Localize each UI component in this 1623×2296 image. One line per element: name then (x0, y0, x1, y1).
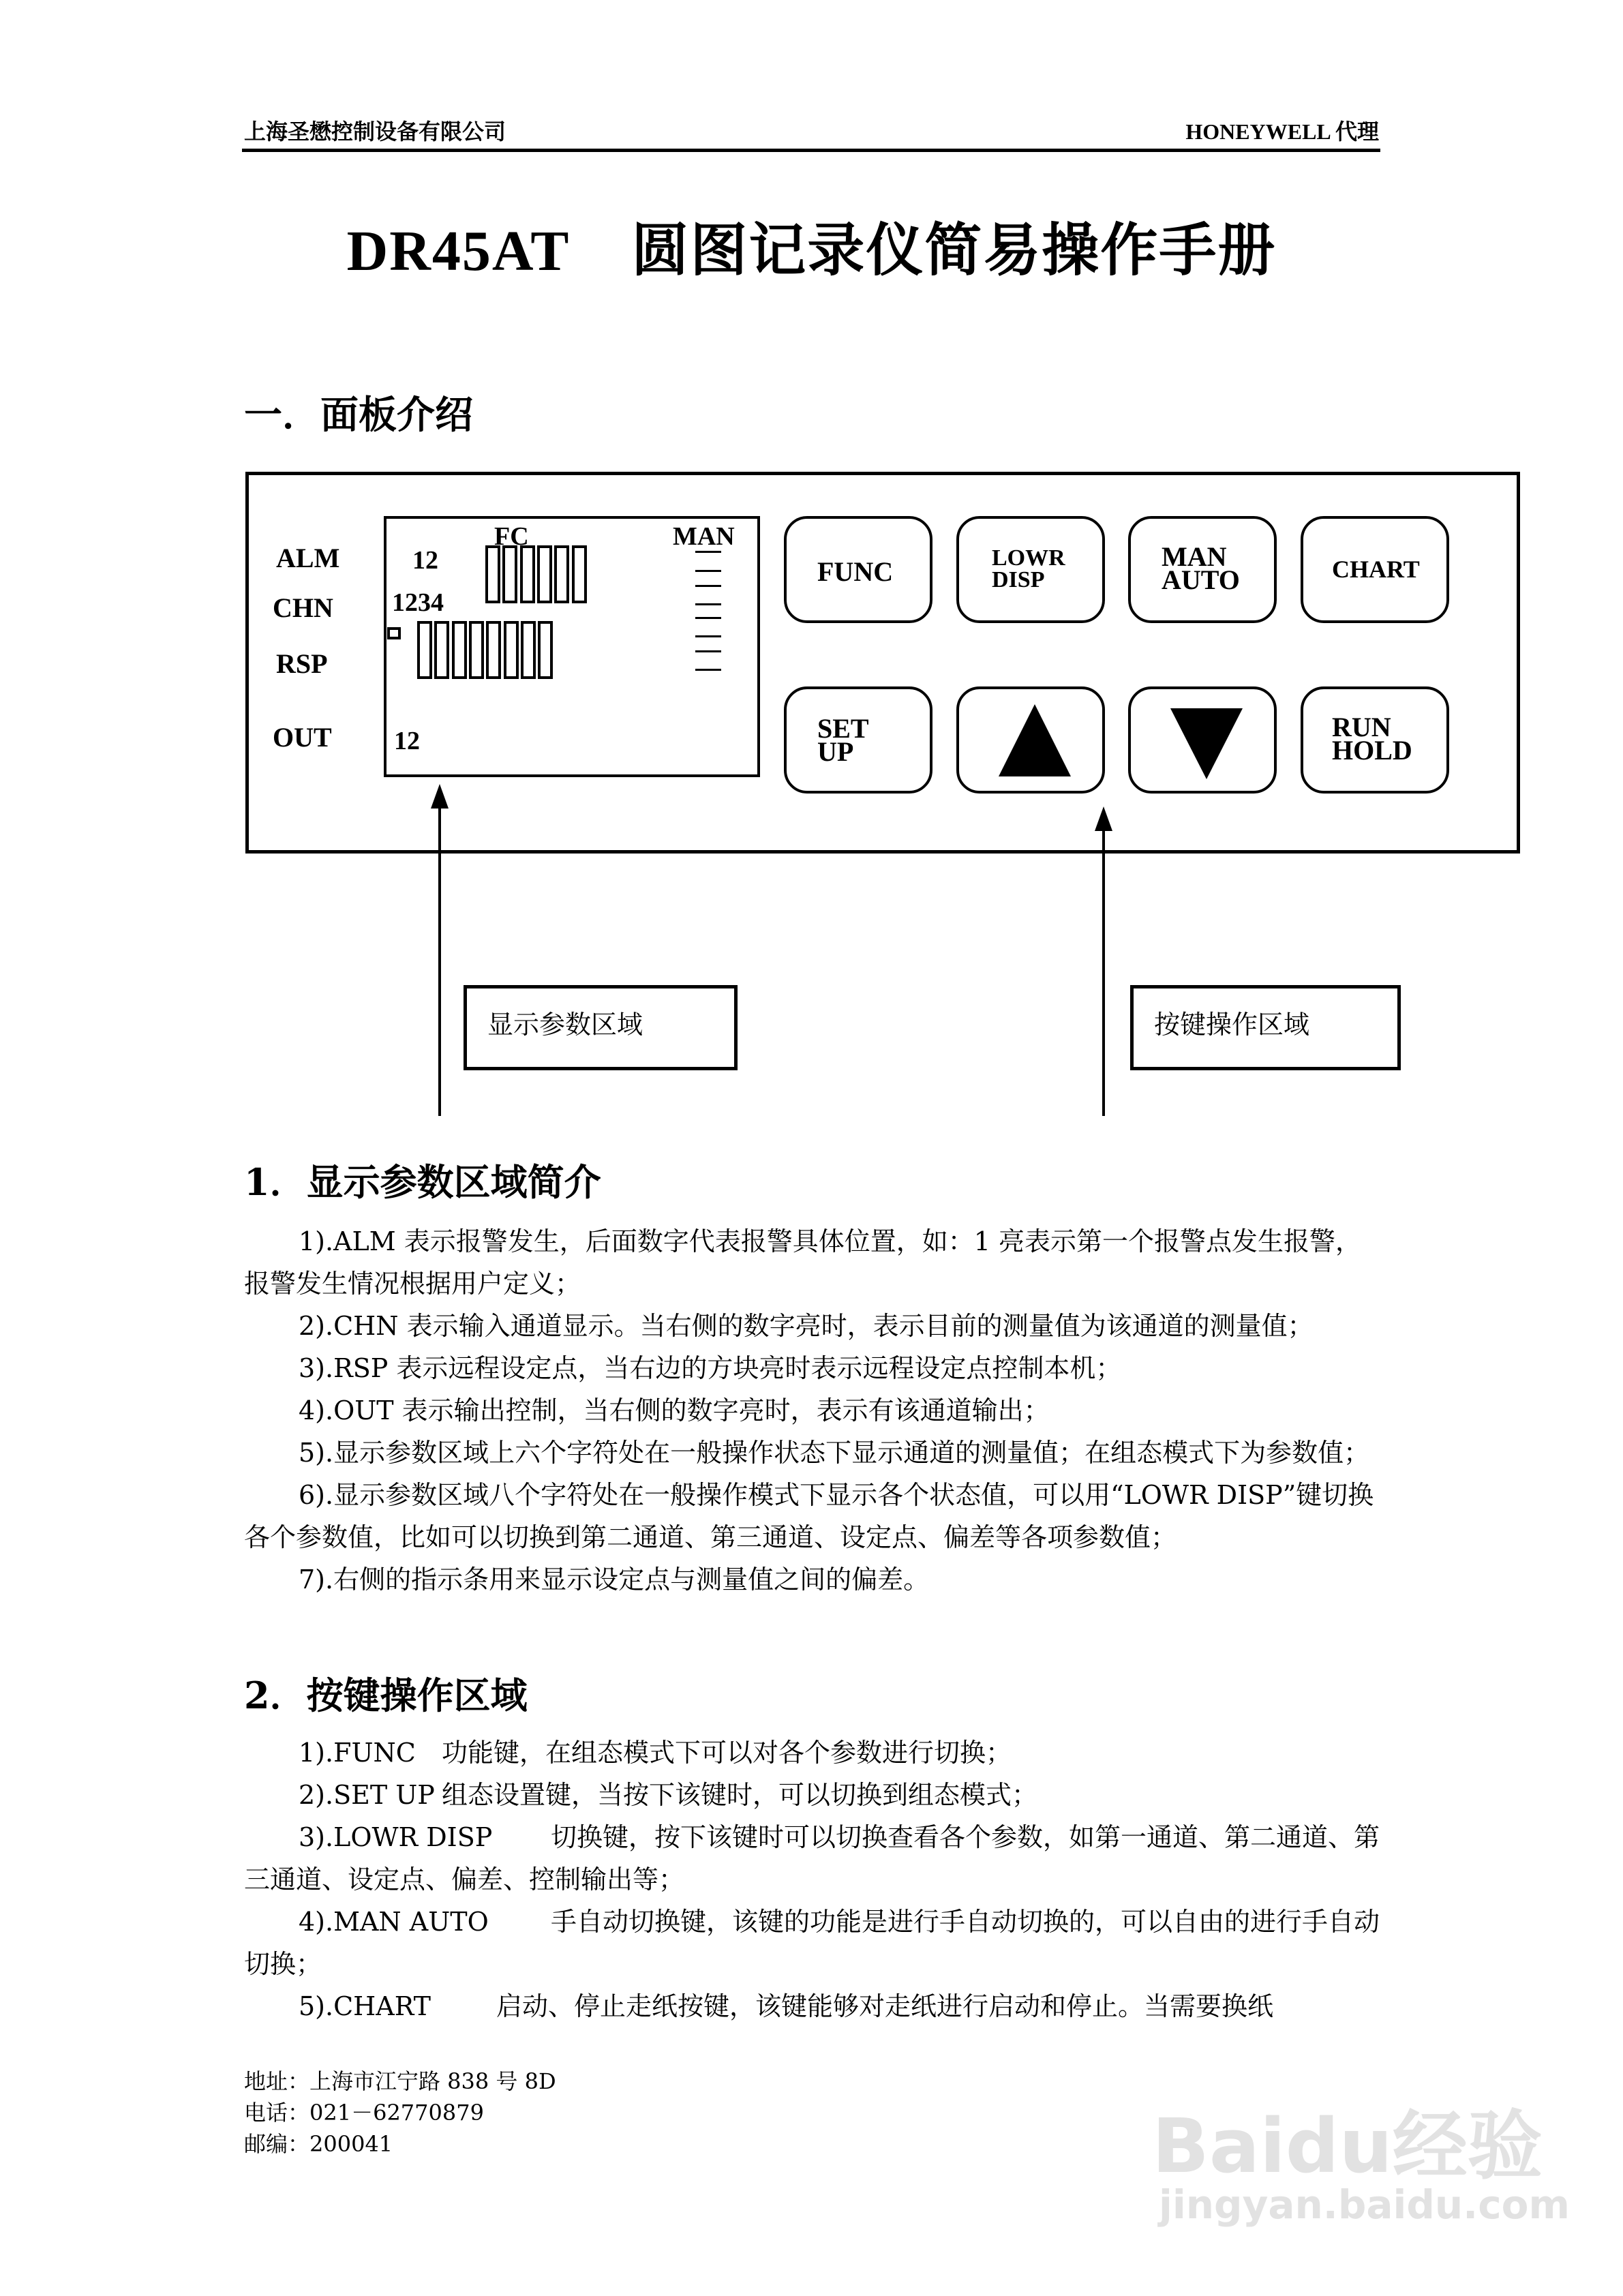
upper-digit-segment (537, 545, 552, 603)
label-out: OUT (273, 722, 332, 753)
label-chn: CHN (273, 592, 333, 623)
key-pointer-arrowhead-icon (1095, 806, 1112, 831)
lower-digit-segment (469, 621, 484, 679)
section1-item: 7).右侧的指示条用来显示设定点与测量值之间的偏差。 (299, 1565, 930, 1595)
page-title (0, 205, 1623, 287)
display-alm-value: 12 (412, 546, 438, 575)
callout-display-label: 显示参数区域 (487, 1010, 643, 1040)
section1-item: 1).ALM 表示报警发生，后面数字代表报警具体位置，如：1 亮表示第一个报警点发生报警，报警发生情况根据用户定义； (244, 1226, 1362, 1299)
callout-key-area (1130, 985, 1401, 1070)
deviation-tick (695, 603, 721, 605)
section2-heading: 2．按键操作区域 (244, 1674, 528, 1717)
display-pointer-arrowhead-icon (431, 784, 449, 809)
title-name: 圆图记录仪简易操作手册 (631, 216, 1277, 284)
deviation-tick (695, 617, 721, 619)
section2-body (244, 1732, 1382, 2027)
header-divider (242, 149, 1380, 152)
upper-digit-segment (554, 545, 569, 603)
header-company: 上海圣懋控制设备有限公司 (244, 119, 506, 145)
section-panel-heading: 一．面板介绍 (244, 393, 473, 438)
run-hold-button[interactable]: RUN HOLD (1301, 686, 1449, 794)
up-arrow-button[interactable] (956, 686, 1105, 794)
section1-item: 4).OUT 表示输出控制，当右侧的数字亮时，表示有该通道输出； (299, 1395, 1050, 1425)
footer-address: 地址：上海市江宁路 838 号 8D (244, 2068, 556, 2094)
title-model: DR45AT (346, 220, 571, 283)
section2-item: 5).CHART 启动、停止走纸按键，该键能够对走纸进行启动和停止。当需要换纸 (299, 1991, 1274, 2021)
deviation-tick (695, 570, 721, 572)
chart-button[interactable]: CHART (1301, 516, 1449, 623)
display-fc-label: FC (494, 522, 529, 551)
lower-digit-segment (417, 621, 432, 679)
baidu-watermark-logo: Baidu经验 (1152, 2102, 1543, 2190)
section2-item: 1).FUNC 功能键，在组态模式下可以对各个参数进行切换； (299, 1738, 1012, 1768)
display-pointer-line (438, 799, 441, 1116)
display-chn-value: 1234 (392, 588, 444, 617)
section1-item: 3).RSP 表示远程设定点，当右边的方块亮时表示远程设定点控制本机； (299, 1353, 1122, 1383)
deviation-tick (695, 669, 721, 671)
header-agent: HONEYWELL 代理 (1185, 119, 1379, 144)
callout-display-area (464, 985, 738, 1070)
display-out-value: 12 (394, 727, 420, 755)
footer-phone: 电话：021－62770879 (244, 2100, 484, 2126)
section1-heading: 1．显示参数区域简介 (244, 1160, 601, 1204)
deviation-tick (695, 585, 721, 587)
footer-contact (244, 2066, 556, 2160)
lower-digit-segment (434, 621, 449, 679)
deviation-tick (695, 650, 721, 652)
triangle-up-icon (999, 704, 1071, 776)
section1-item: 2).CHN 表示输入通道显示。当右侧的数字亮时，表示目前的测量值为该通道的测量值； (299, 1311, 1314, 1341)
upper-digit-segment (520, 545, 535, 603)
down-arrow-button[interactable] (1128, 686, 1277, 794)
deviation-tick (695, 551, 721, 553)
section1-item: 6).显示参数区域八个字符处在一般操作模式下显示各个状态值，可以用“LOWR DISP”键切换各个参数值，比如可以切换到第二通道、第三通道、设定点、偏差等各项参数值； (244, 1480, 1374, 1552)
deviation-tick (695, 635, 721, 637)
setup-button[interactable]: SET UP (784, 686, 932, 794)
rsp-indicator (387, 627, 401, 639)
label-alm: ALM (276, 543, 340, 573)
upper-digit-segment (502, 545, 517, 603)
label-rsp: RSP (276, 648, 328, 679)
section1-item: 5).显示参数区域上六个字符处在一般操作状态下显示通道的测量值；在组态模式下为参数值； (299, 1438, 1370, 1468)
upper-digit-segment (485, 545, 500, 603)
func-button[interactable]: FUNC (784, 516, 932, 623)
triangle-down-icon (1170, 708, 1243, 779)
upper-digit-segment (572, 545, 587, 603)
section1-body (244, 1220, 1382, 1601)
lower-digit-segment (504, 621, 519, 679)
baidu-watermark-url: jingyan.baidu.com (1159, 2181, 1570, 2228)
lower-digit-segment (521, 621, 536, 679)
lowr-disp-button[interactable]: LOWR DISP (956, 516, 1105, 623)
section2-item: 3).LOWR DISP 切换键，按下该键时可以切换查看各个参数，如第一通道、第二通道、第三通道、设定点、偏差、控制输出等； (244, 1822, 1380, 1894)
lower-digit-segment (452, 621, 467, 679)
lower-digit-segment (538, 621, 553, 679)
man-auto-button[interactable]: MAN AUTO (1128, 516, 1277, 623)
section2-item: 4).MAN AUTO 手自动切换键，该键的功能是进行手自动切换的，可以自由的进行手自动切换； (244, 1907, 1380, 1979)
callout-key-label: 按键操作区域 (1154, 1010, 1310, 1040)
footer-postcode: 邮编：200041 (244, 2131, 393, 2157)
section2-item: 2).SET UP 组态设置键，当按下该键时，可以切换到组态模式； (299, 1780, 1038, 1810)
display-man-label: MAN (673, 522, 735, 551)
lower-digit-segment (486, 621, 501, 679)
key-pointer-line (1102, 821, 1105, 1116)
